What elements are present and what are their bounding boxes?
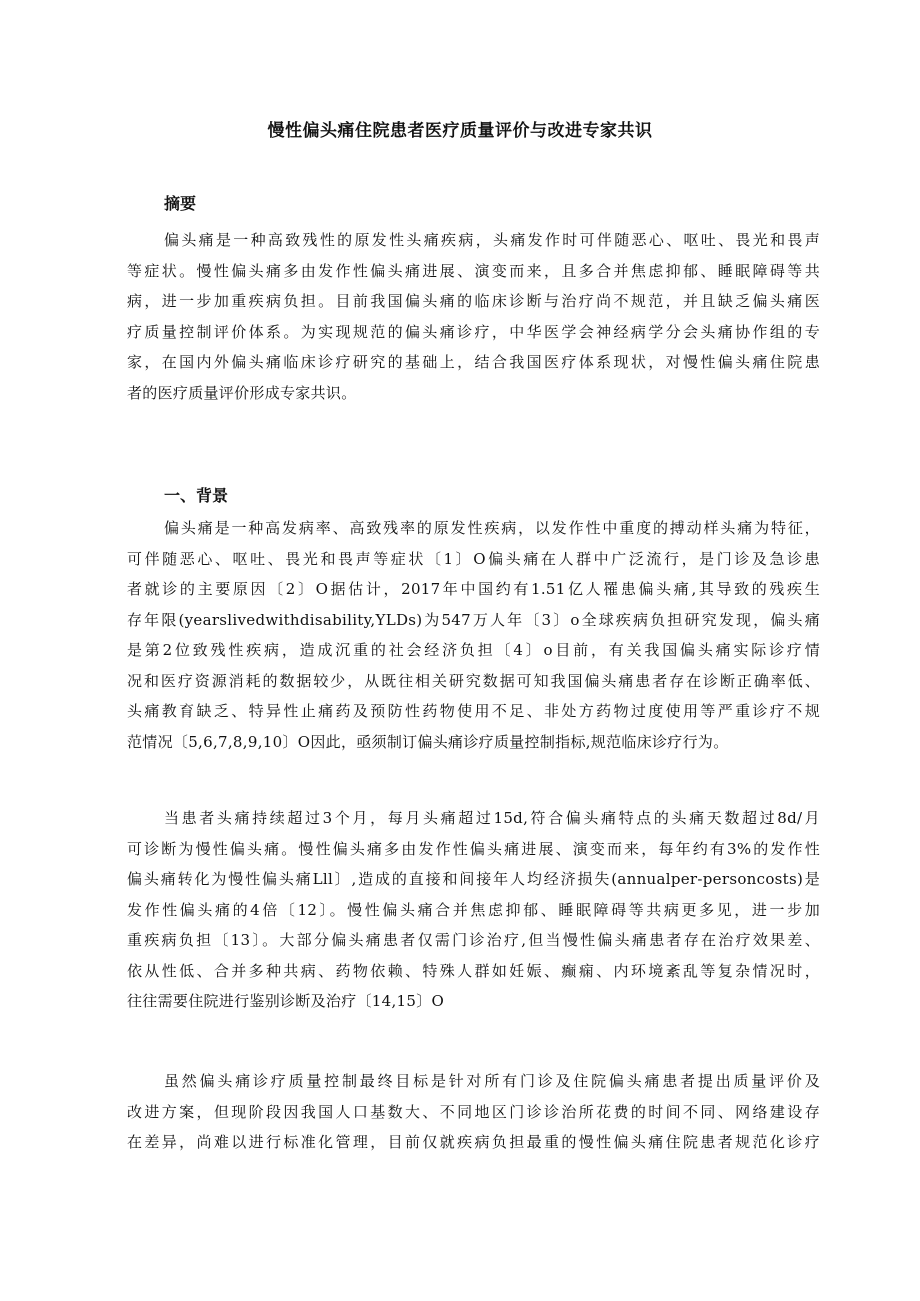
section-heading-background: 一、背景 — [164, 486, 229, 505]
abstract-paragraph — [127, 225, 820, 408]
text-line: 改进方案，但现阶段因我国人口基数大、不同地区门诊诊治所花费的时间不同、网络建设存 — [127, 1102, 820, 1121]
text-line: 是第2位致残性疾病，造成沉重的社会经济负担〔4〕o目前，有关我国偏头痛实际诊疗情 — [127, 641, 820, 659]
text-line: 存年限(yearslivedwithdisability,YLDs)为547万人年〔3〕o全球疾病负担研究发现，偏头痛 — [127, 610, 820, 629]
text-line: 头痛教育缺乏、特异性止痛药及预防性药物使用不足、非处方药物过度使用等严重诊疗不规 — [127, 702, 820, 720]
background-paragraph-1 — [127, 513, 820, 757]
text-line: 在差异，尚难以进行标准化管理，目前仅就疾病负担最重的慢性偏头痛住院患者规范化诊疗 — [127, 1133, 820, 1151]
text-line: 虽然偏头痛诊疗质量控制最终目标是针对所有门诊及住院偏头痛患者提出质量评价及 — [164, 1072, 820, 1090]
text-line: 可伴随恶心、呕吐、畏光和畏声等症状〔1〕O偏头痛在人群中广泛流行，是门诊及急诊患 — [127, 549, 820, 568]
text-line: 发作性偏头痛的4倍〔12〕。慢性偏头痛合并焦虑抑郁、睡眠障碍等共病更多见，进一步加 — [127, 900, 820, 919]
text-line: 依从性低、合并多种共病、药物依赖、特殊人群如妊娠、癫痫、内环境紊乱等复杂情况时， — [127, 961, 820, 980]
text-line: 者的医疗质量评价形成专家共识。 — [127, 383, 357, 402]
text-line: 偏头痛是一种高发病率、高致残率的原发性疾病，以发作性中重度的搏动样头痛为特征， — [164, 519, 820, 537]
text-line: 偏头痛是一种高致残性的原发性头痛疾病，头痛发作时可伴随恶心、呕吐、畏光和畏声 — [164, 231, 820, 249]
text-line: 偏头痛转化为慢性偏头痛Lll〕,造成的直接和间接年人均经济损失(annualper-personcosts)是 — [127, 870, 820, 888]
text-line: 可诊断为慢性偏头痛。慢性偏头痛多由发作性偏头痛进展、演变而来，每年约有3%的发作性 — [127, 839, 820, 858]
document-title: 慢性偏头痛住院患者医疗质量评价与改进专家共识 — [267, 121, 653, 141]
background-paragraph-3 — [127, 1066, 820, 1158]
text-line: 重疾病负担〔13〕。大部分偏头痛患者仅需门诊治疗,但当慢性偏头痛患者存在治疗效果差、 — [127, 931, 820, 949]
text-line: 家，在国内外偏头痛临床诊疗研究的基础上，结合我国医疗体系现状，对慢性偏头痛住院患 — [127, 353, 820, 371]
text-line: 往往需要住院进行鉴别诊断及治疗〔14,15〕O — [127, 992, 445, 1010]
text-line: 况和医疗资源消耗的数据较少，从既往相关研究数据可知我国偏头痛患者存在诊断正确率低、 — [127, 671, 820, 690]
text-line: 者就诊的主要原因〔2〕O据估计，2017年中国约有1.51亿人罹患偏头痛,其导致的残疾生 — [127, 580, 820, 598]
text-line: 疗质量控制评价体系。为实现规范的偏头痛诊疗，中华医学会神经病学分会头痛协作组的专 — [127, 322, 820, 341]
background-paragraph-2 — [127, 803, 820, 1017]
abstract-heading: 摘要 — [164, 194, 197, 213]
text-line: 病，进一步加重疾病负担。目前我国偏头痛的临床诊断与治疗尚不规范，并且缺乏偏头痛医 — [127, 292, 820, 310]
text-line: 当患者头痛持续超过3个月，每月头痛超过15d,符合偏头痛特点的头痛天数超过8d/月 — [164, 809, 820, 827]
text-line: 等症状。慢性偏头痛多由发作性偏头痛进展、演变而来，且多合并焦虑抑郁、睡眠障碍等共 — [127, 261, 820, 280]
text-line: 范情况〔5,6,7,8,9,10〕O因此，亟须制订偏头痛诊疗质量控制指标,规范临床诊疗行为。 — [127, 732, 729, 751]
